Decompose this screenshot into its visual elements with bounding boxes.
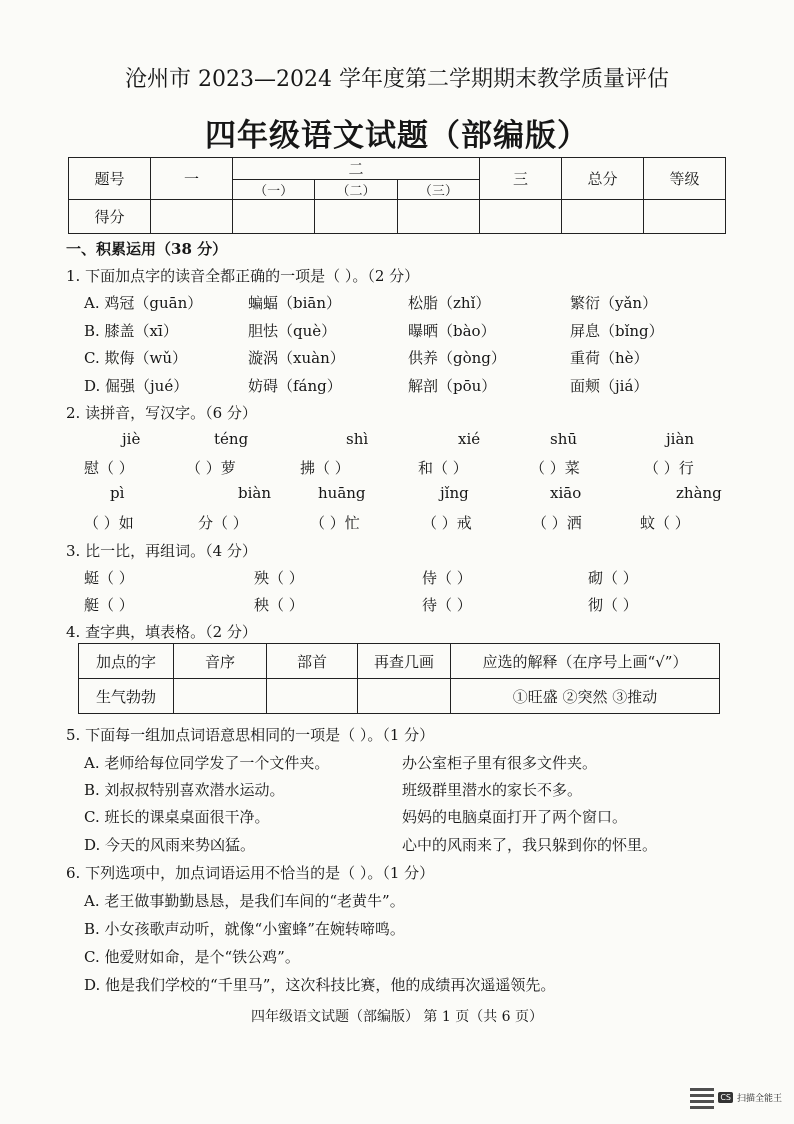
q6-option: C. 他爱财如命，是个“铁公鸡”。 (84, 948, 300, 966)
pinyin: biàn (238, 484, 272, 502)
question-3-stem: 3. 比一比，再组词。（4 分） (66, 542, 257, 560)
q1-option-a3: 松脂（zhǐ） (408, 294, 491, 312)
pinyin: téng (214, 430, 249, 448)
q5-option-right: 心中的风雨来了，我只躲到你的怀里。 (402, 836, 658, 854)
exam-paper-title: 四年级语文试题（部编版） (205, 118, 589, 154)
score-cell[interactable] (315, 200, 397, 234)
blank-answer[interactable]: 慰（ ） (84, 459, 134, 477)
blank-answer[interactable]: （ ）菜 (530, 459, 580, 477)
dict-header: 应选的解释（在序号上画“√”） (451, 644, 720, 679)
pinyin: jǐng (440, 484, 469, 502)
pinyin: pì (110, 484, 125, 502)
dict-word: 生气勃勃 (79, 679, 174, 714)
word-group-blank[interactable]: 秧（ ） (254, 596, 304, 614)
question-5-stem: 5. 下面每一组加点词语意思相同的一项是（ ）。（1 分） (66, 726, 435, 744)
score-header-part2: 二 (232, 158, 479, 180)
q1-option-c4: 重荷（hè） (570, 349, 649, 367)
q1-option-c1: C. 欺侮（wǔ） (84, 349, 187, 367)
word-group-blank[interactable]: 彻（ ） (588, 596, 638, 614)
q1-option-c2: 漩涡（xuàn） (248, 349, 345, 367)
score-cell[interactable] (643, 200, 725, 234)
question-4-stem: 4. 查字典，填表格。（2 分） (66, 623, 257, 641)
q1-option-b1: B. 膝盖（xī） (84, 322, 178, 340)
score-sub-2: （二） (315, 180, 397, 200)
blank-answer[interactable]: （ ）行 (644, 459, 694, 477)
blank-answer[interactable]: 和（ ） (418, 459, 468, 477)
score-header-number: 题号 (69, 158, 151, 200)
blank-answer[interactable]: （ ）萝 (186, 459, 236, 477)
q5-option-left: A. 老师给每位同学发了一个文件夹。 (84, 754, 330, 772)
score-sub-3: （三） (397, 180, 479, 200)
score-cell[interactable] (232, 200, 314, 234)
pinyin: jiàn (666, 430, 695, 448)
q5-option-left: C. 班长的课桌桌面很干净。 (84, 808, 270, 826)
q6-option: D. 他是我们学校的“千里马”，这次科技比赛，他的成绩再次遥遥领先。 (84, 976, 556, 994)
score-cell[interactable] (150, 200, 232, 234)
pinyin: shì (346, 430, 369, 448)
pinyin: shū (550, 430, 578, 448)
pinyin: huāng (318, 484, 366, 502)
blank-answer[interactable]: （ ）如 (84, 514, 134, 532)
blank-answer[interactable]: （ ）洒 (532, 514, 582, 532)
pinyin: jiè (122, 430, 141, 448)
score-header-total: 总分 (561, 158, 643, 200)
question-2-stem: 2. 读拼音，写汉字。（6 分） (66, 404, 257, 422)
q1-option-c3: 供养（gòng） (408, 349, 506, 367)
score-header-grade: 等级 (643, 158, 725, 200)
qr-code-icon (690, 1085, 714, 1109)
score-table (68, 157, 726, 234)
word-group-blank[interactable]: 待（ ） (422, 596, 472, 614)
exam-region-title: 沧州市 2023—2024 学年度第二学期期末教学质量评估 (125, 67, 669, 92)
word-group-blank[interactable]: 砌（ ） (588, 569, 638, 587)
dict-answer-cell[interactable] (174, 679, 267, 714)
q1-option-b4: 屏息（bǐng） (570, 322, 664, 340)
q1-option-d3: 解剖（pōu） (408, 377, 497, 395)
q6-option: B. 小女孩歌声动听，就像“小蜜蜂”在婉转啼鸣。 (84, 920, 405, 938)
q1-option-a4: 繁衍（yǎn） (570, 294, 658, 312)
blank-answer[interactable]: 蚊（ ） (640, 514, 690, 532)
q5-option-left: D. 今天的风雨来势凶猛。 (84, 836, 256, 854)
dictionary-table (78, 643, 720, 714)
q1-option-d4: 面颊（jiá） (570, 377, 649, 395)
q5-option-right: 妈妈的电脑桌面打开了两个窗口。 (402, 808, 628, 826)
score-cell[interactable] (397, 200, 479, 234)
pinyin: xiāo (550, 484, 582, 502)
q1-option-a2: 蝙蝠（biān） (248, 294, 342, 312)
word-group-blank[interactable]: 殃（ ） (254, 569, 304, 587)
q1-option-b3: 曝晒（bào） (408, 322, 496, 340)
score-cell[interactable] (480, 200, 562, 234)
q1-option-b2: 胆怯（què） (248, 322, 337, 340)
q5-option-right: 办公室柜子里有很多文件夹。 (402, 754, 598, 772)
score-cell[interactable] (561, 200, 643, 234)
q1-option-d1: D. 倔强（jué） (84, 377, 189, 395)
q1-option-d2: 妨碍（fáng） (248, 377, 342, 395)
score-header-part3: 三 (480, 158, 562, 200)
blank-answer[interactable]: （ ）戒 (422, 514, 472, 532)
score-row-label: 得分 (69, 200, 151, 234)
word-group-blank[interactable]: 侍（ ） (422, 569, 472, 587)
question-6-stem: 6. 下列选项中，加点词语运用不恰当的是（ ）。（1 分） (66, 864, 435, 882)
pinyin: xié (458, 430, 481, 448)
dict-answer-cell[interactable] (267, 679, 358, 714)
blank-answer[interactable]: 分（ ） (198, 514, 248, 532)
q5-option-left: B. 刘叔叔特别喜欢潜水运动。 (84, 781, 285, 799)
dict-options[interactable]: ①旺盛 ②突然 ③推动 (451, 679, 720, 714)
dict-answer-cell[interactable] (358, 679, 451, 714)
question-1-stem: 1. 下面加点字的读音全都正确的一项是（ ）。（2 分） (66, 267, 420, 285)
page-footer: 四年级语文试题（部编版） 第 1 页（共 6 页） (250, 1009, 544, 1025)
q5-option-right: 班级群里潜水的家长不多。 (402, 781, 583, 799)
score-sub-1: （一） (232, 180, 314, 200)
dict-header: 音序 (174, 644, 267, 679)
scanner-watermark (690, 1085, 782, 1109)
q6-option: A. 老王做事勤勤恳恳，是我们车间的“老黄牛”。 (84, 892, 405, 910)
dict-header: 部首 (267, 644, 358, 679)
word-group-blank[interactable]: 艇（ ） (84, 596, 134, 614)
dict-header: 加点的字 (79, 644, 174, 679)
pinyin: zhàng (676, 484, 722, 502)
score-header-part1: 一 (150, 158, 232, 200)
q1-option-a1: A. 鸡冠（guān） (84, 294, 203, 312)
section-heading: 一、积累运用（38 分） (66, 240, 228, 258)
blank-answer[interactable]: （ ）忙 (310, 514, 360, 532)
camscanner-logo-icon: CS (720, 1092, 731, 1102)
blank-answer[interactable]: 拂（ ） (300, 459, 350, 477)
word-group-blank[interactable]: 蜓（ ） (84, 569, 134, 587)
dict-header: 再查几画 (358, 644, 451, 679)
watermark-text: 扫描全能王 (736, 1093, 782, 1104)
